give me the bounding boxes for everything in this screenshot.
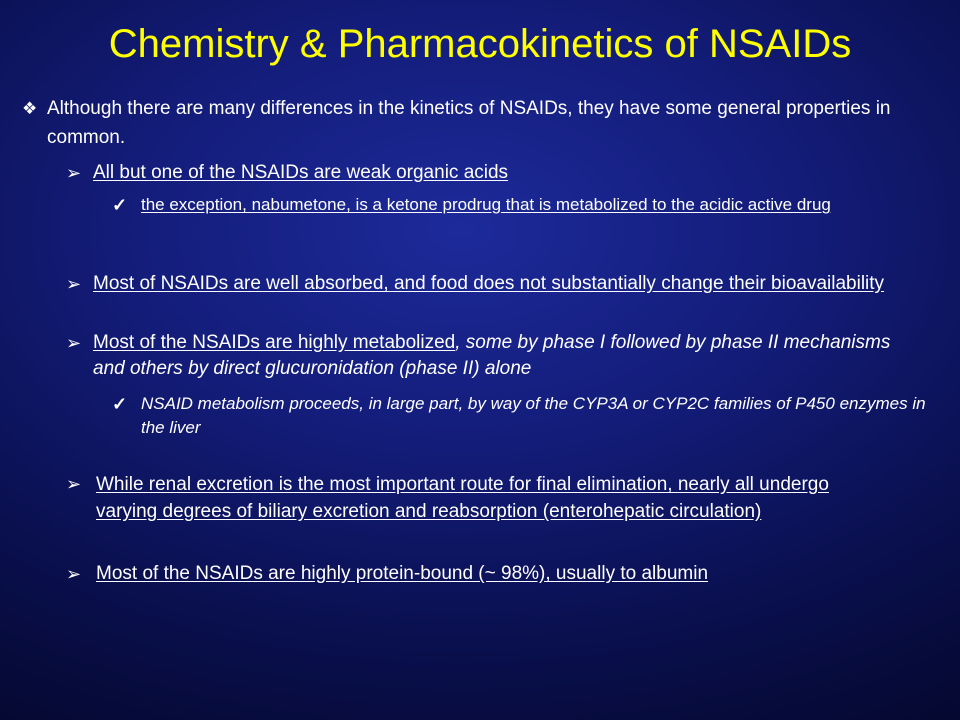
bullet-protein [66, 561, 926, 587]
bullet-weak-acids [66, 160, 926, 186]
bullet-absorbed [66, 271, 926, 297]
bullet-absorbed-text: Most of NSAIDs are well absorbed, and food does not substantially change their bioavailability [93, 273, 885, 294]
arrow-bullet-icon: ➢ [66, 274, 82, 294]
bullet-metabolized-rest: , some by phase I followed by phase II mechanisms and others by direct glucuronidation (phase II) alone [93, 332, 891, 379]
bullet-weak-acids-text: All but one of the NSAIDs are weak organic acids [93, 162, 509, 183]
bullet-metabolized-text [66, 330, 926, 382]
bullet-renal [66, 471, 886, 525]
arrow-bullet-icon: ➢ [66, 564, 82, 584]
slide-title: Chemistry & Pharmacokinetics of NSAIDs [108, 22, 852, 66]
bullet-intro-text: Although there are many differences in the kinetics of NSAIDs, they have some general properties in common. [47, 98, 891, 148]
bullet-exception [112, 193, 912, 217]
bullet-metabolized-underlined: Most of the NSAIDs are highly metabolized [93, 332, 456, 353]
bullet-intro [22, 94, 942, 152]
bullet-cyp-text: NSAID metabolism proceeds, in large part, by way of the CYP3A or CYP2C families of P450 enzymes in the liver [141, 394, 926, 437]
arrow-bullet-icon: ➢ [66, 163, 82, 183]
checkmark-icon: ✓ [112, 394, 128, 414]
arrow-bullet-icon: ➢ [66, 474, 82, 494]
arrow-bullet-icon: ➢ [66, 333, 82, 353]
bullet-renal-text: While renal excretion is the most important route for final elimination, nearly all undergo varying degrees of biliary excretion and reabsorption (enterohepatic circulation) [96, 474, 829, 522]
bullet-metabolized [66, 330, 926, 382]
diamond-bullet-icon: ❖ [22, 99, 38, 118]
checkmark-icon: ✓ [112, 195, 128, 215]
bullet-exception-text: the exception, nabumetone, is a ketone prodrug that is metabolized to the acidic active drug [141, 195, 831, 214]
bullet-protein-text: Most of the NSAIDs are highly protein-bound (~ 98%), usually to albumin [96, 563, 709, 584]
bullet-cyp [112, 392, 942, 440]
